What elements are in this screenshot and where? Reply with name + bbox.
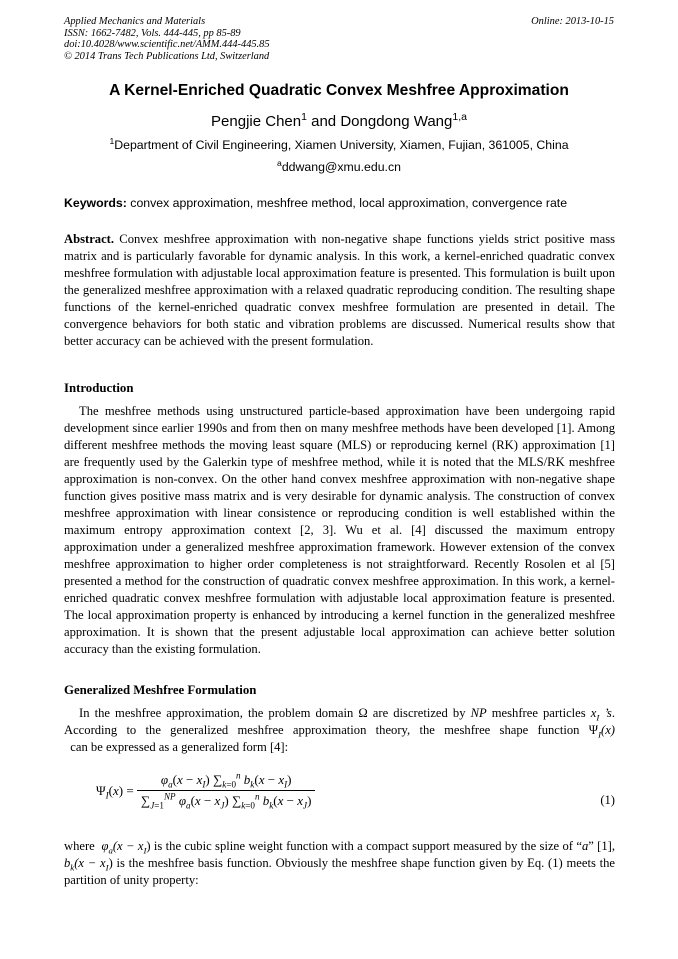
omega-symbol: Ω	[358, 706, 368, 720]
email-sup: a	[277, 157, 282, 168]
issn-line: ISSN: 1662-7482, Vols. 444-445, pp 85-89	[64, 27, 241, 39]
introduction-body: The meshfree methods using unstructured particle-based approximation have been undergoing rapid development since earlier 1990s and from then on many meshfree methods have been developed [1]. Among different meshfree methods the moving least square (MLS) or reproducing kernel (RK) approximation [1] are frequently used by the Galerkin type of meshfree method, while it is noted that the MLS/RK meshfree approximation is non-convex. On the other hand convex meshfree approximation with non-negative shape function gives positive mass matrix and is very desirable for dynamic analysis. The construction of convex meshfree approximation with linear consistence or reproducing condition is well established within the maximum entropy approximation context [2, 3]. Wu et al. [4] discussed the maximum entropy approximation under a generalized meshfree approximation framework. However extension of the convex meshfree approximation to higher order completeness is not straightforward. Recently Rosolen et al [5] presented a method for the construction of quadratic convex meshfree approximation. In this work, a kernel-enriched quadratic convex meshfree formulation with adjustable local approximation feature is presented. The local approximation property is enhanced by introducing a kernel function in the generalized meshfree approximation. It is shown that the present adjustable local approximation can achieve better solution accuracy than the existing formulation.	[64, 404, 615, 656]
author-2-sup: 1,a	[452, 111, 467, 123]
affiliation-sup: 1	[109, 135, 115, 146]
keywords	[64, 196, 624, 210]
psi-symbol: Ψ	[588, 723, 599, 737]
p2-where: where	[64, 839, 102, 853]
p2-text-c: ) is the meshfree basis function. Obviously the meshfree shape function given by	[108, 856, 524, 870]
p1-text-e: can be expressed as a generalized form [4]:	[64, 740, 289, 754]
email	[30, 157, 648, 174]
email-text: ddwang@xmu.edu.cn	[281, 160, 401, 174]
eq-lhs: $\Psi_I(x)$ =	[96, 782, 134, 801]
keywords-label: Keywords:	[64, 196, 127, 210]
psi-sub: I	[598, 729, 602, 740]
generalized-paragraph-2	[64, 838, 615, 889]
phi-arg-sub: I	[143, 845, 147, 856]
eq-fraction	[137, 772, 316, 809]
b-arg: (x − x	[74, 856, 106, 870]
affiliation	[30, 135, 648, 152]
a-symbol: a	[581, 839, 589, 853]
phi-sub: a	[108, 845, 113, 856]
abstract	[64, 231, 615, 350]
p2-text-d: Eq. (1) meets the partition of unity property:	[64, 856, 616, 887]
authors-line	[30, 113, 648, 130]
b-symbol: b	[64, 856, 71, 870]
p2-text-a: ) is the cubic spline weight function with a compact support measured by the size of	[146, 839, 573, 853]
x-i-sub: I	[596, 712, 600, 723]
p1-text-a: In the meshfree approximation, the problem domain	[79, 706, 359, 720]
quote-close: ” [1],	[588, 839, 616, 853]
paper-title: A Kernel-Enriched Quadratic Convex Meshfree Approximation	[109, 82, 569, 99]
p1-text-c: meshfree particles	[486, 706, 586, 720]
np-symbol: NP	[470, 706, 487, 720]
abstract-label: Abstract.	[64, 232, 115, 246]
author-1-sup: 1	[301, 111, 307, 123]
p1-text-d: . According to the generalized meshfree approximation theory, the meshfree shape function	[64, 706, 615, 737]
s-suffix: ’s	[599, 706, 612, 720]
psi-arg: (x)	[601, 723, 615, 737]
introduction-heading: Introduction	[64, 381, 134, 395]
equation-1	[96, 772, 516, 828]
keywords-text: convex approximation, meshfree method, local approximation, convergence rate	[126, 196, 568, 210]
equation-number: (1)	[600, 793, 615, 807]
phi-symbol: φ	[101, 839, 109, 853]
eq-denominator: $\sum_{J=1}^{NP}$ $\varphi_a(x - x_J)$ $\sum_{k=0}^n$ $b_k(x - x_J)$	[140, 791, 312, 811]
b-sub: k	[70, 862, 75, 873]
author-2: Dongdong Wang	[340, 113, 453, 130]
abstract-text: Convex meshfree approximation with non-negative shape functions yields strict positive mass matrix and is particularly favorable for dynamic analysis. In this work, a kernel-enriched quadratic convex meshfree formulation with adjustable local approximation feature is presented. This formulation is built upon the generalized meshfree approximation with a relaxed quadratic reproducing condition. The resulting shape functions of the kernel-enriched quadratic convex meshfree formulation are presented in detail. The convergence behaviors for both static and vibration problems are discussed. Numerical results show that better accuracy can be achieved with the present formulation.	[64, 232, 615, 348]
author-1: Pengjie Chen	[211, 113, 302, 130]
p1-text-b: are discretized by	[367, 706, 471, 720]
quote-open: “	[576, 839, 582, 853]
generalized-paragraph-1	[64, 705, 615, 756]
b-arg-sub: I	[105, 862, 109, 873]
phi-arg: (x − x	[112, 839, 144, 853]
affiliation-text: Department of Civil Engineering, Xiamen University, Xiamen, Fujian, 361005, China	[114, 138, 569, 152]
doi-line: doi:10.4028/www.scientific.net/AMM.444-445.85	[64, 39, 270, 51]
journal-header	[64, 16, 424, 62]
generalized-heading: Generalized Meshfree Formulation	[64, 683, 257, 697]
copyright-line: © 2014 Trans Tech Publications Ltd, Switzerland	[64, 50, 270, 62]
journal-name: Applied Mechanics and Materials	[64, 16, 206, 27]
author-connector: and	[306, 113, 341, 130]
eq-numerator: $\varphi_a(x - x_I)$ $\sum_{k=0}^n$ $b_k(x - x_I)$	[137, 772, 316, 791]
online-date: Online: 2013-10-15	[531, 16, 614, 27]
x-i-symbol: x	[590, 706, 597, 720]
